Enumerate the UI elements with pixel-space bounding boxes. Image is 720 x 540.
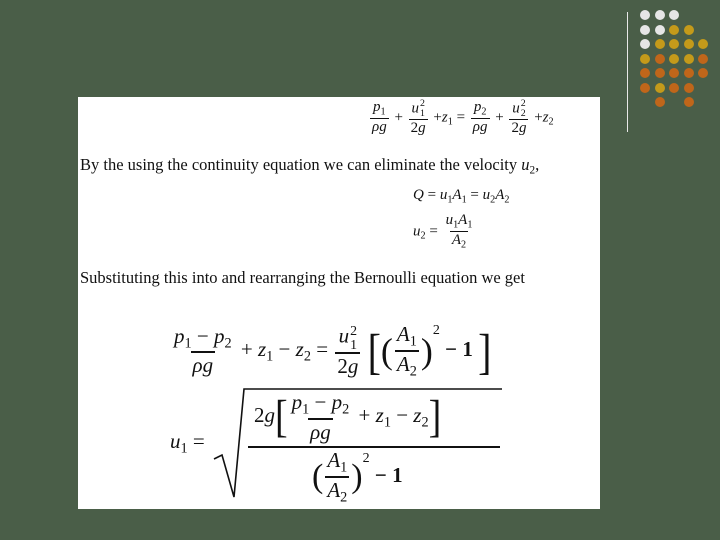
decorative-dot [655, 83, 665, 93]
decorative-dot [640, 83, 650, 93]
decorative-dot [669, 25, 679, 35]
decorative-dot [684, 39, 694, 49]
decorative-dot [655, 39, 665, 49]
decorative-dot [640, 25, 650, 35]
decorative-dot [655, 68, 665, 78]
decorative-dot [698, 39, 708, 49]
decorative-dot [640, 39, 650, 49]
decorative-dot [669, 10, 679, 20]
decorative-dot [655, 10, 665, 20]
body-text-line-2: Substituting this into and rearranging the Bernoulli equation we get [80, 268, 525, 287]
decorative-dot [655, 97, 665, 107]
decorative-dot [640, 10, 650, 20]
body-text-line-1 [80, 155, 539, 177]
line1-end: , [535, 155, 540, 174]
decorative-dot [655, 54, 665, 64]
u2-equation: $u_2$ = $\frac{u_1A_1}{A_2}$ [413, 212, 473, 251]
decorative-dot [698, 54, 708, 64]
decorative-dot [684, 54, 694, 64]
decorative-dot [684, 97, 694, 107]
line1-variable-subscript: 2 [529, 164, 536, 177]
document-image [78, 97, 600, 509]
decorative-dot [669, 68, 679, 78]
continuity-equation: $Q = u_1A_1 = u_2A_2$ [413, 187, 510, 206]
decorative-dot [684, 25, 694, 35]
decorative-dot [684, 68, 694, 78]
decorative-dot [669, 39, 679, 49]
decorative-dot [698, 68, 708, 78]
u1-equation: $u_1$ = 2g[ $\frac{p_1 - p_2}{\rho g}$ + $z_1 - z_2$] ( $\frac{A_1}{A_2}$ )$^2$ − 1 [170, 385, 510, 503]
line1-text: By the using the continuity equation we can eliminate the velocity [80, 155, 522, 174]
decorative-dot [640, 68, 650, 78]
line1-variable: u [521, 155, 530, 174]
decorative-dot [684, 83, 694, 93]
decorative-dot [655, 25, 665, 35]
decorative-dot [669, 54, 679, 64]
decorative-dot [669, 83, 679, 93]
bernoulli-equation: $\frac{p_1}{\rho g}$ + u 2 1 2g $+z_1$ = $\frac{p_2}{\rho g}$ + u 2 2 2g $+z_2$ [372, 98, 554, 136]
rearranged-equation: $\frac{p_1 - p_2}{\rho g}$ + $z_1 - z_2$ = u 2 1 2g [( $\frac{A_1}{A_2}$ )$^2$ − 1 ] [174, 322, 492, 380]
decorative-divider-line [627, 12, 628, 132]
decorative-dot [640, 54, 650, 64]
decorative-dot-grid [640, 10, 712, 114]
